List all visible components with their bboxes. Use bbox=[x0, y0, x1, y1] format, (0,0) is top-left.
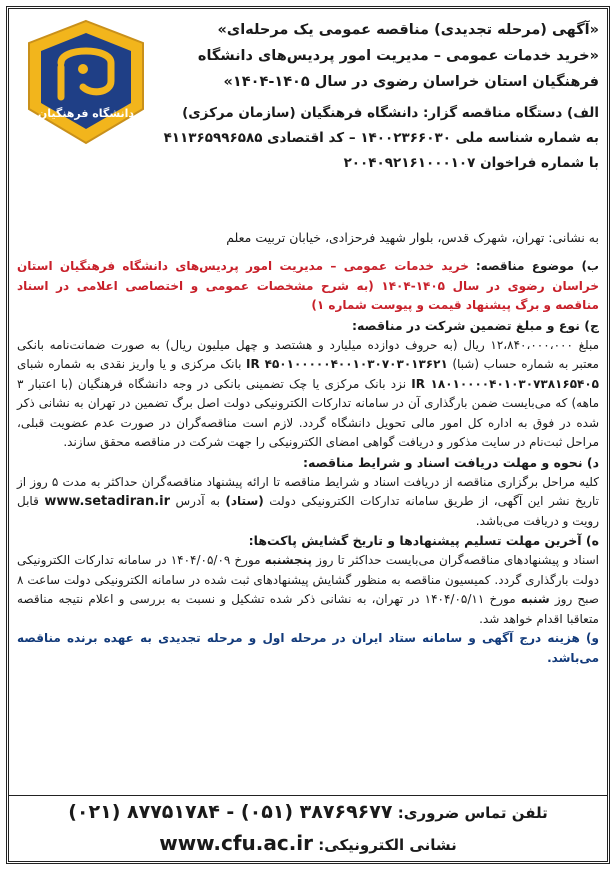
section-e-text-2: مورخ ۱۴۰۴/۰۵/۰۹ در سامانه تدارکات الکترونیکی دولت بارگذاری گردد. کمیسیون مناقصه به منظور گشایش پیشنهادهای ثبت شده در سامانه الکترونیکی دولت ساعت ۸ صبح روز bbox=[17, 553, 599, 606]
section-e bbox=[17, 551, 599, 629]
section-c bbox=[17, 336, 599, 453]
phone-label: تلفن تماس ضروری: bbox=[397, 804, 548, 822]
notice-frame bbox=[6, 6, 610, 864]
org-line-3: با شماره فراخوان ۲۰۰۴۰۹۲۱۶۱۰۰۰۱۰۷ bbox=[343, 155, 599, 171]
section-b bbox=[17, 257, 599, 316]
section-e-text-3: مورخ ۱۴۰۴/۰۵/۱۱ در تهران، به نشانی ذکر شده تشکیل و نسبت به بررسی و اعلام نتیجه مناقصه متعاقبا اقدام خواهد شد. bbox=[17, 592, 599, 626]
section-c-text-3: نزد بانک مرکزی یا چک تضمینی بانکی در وجه دانشگاه فرهنگیان (با اعتبار ۳ ماهه) که می‌بایست ضمن بارگذاری آن در سامانه تدارکات الکترونیکی دولت اصل برگ تضمین در تهران به نشانی ذکر شده در فوق به اداره کل امور مالی تحویل دانشگاه گردد. لازم است مناقصه‌گران در صورت عدم عضویت قبلی، مراحل ثبت‌نام در سایت مذکور و دریافت گواهی امضای الکترونیکی را جهت شرکت در مناقصه محقق سازند. bbox=[17, 376, 599, 449]
section-d-title: د) نحوه و مهلت دریافت اسناد و شرایط مناقصه: bbox=[303, 454, 599, 470]
footer bbox=[9, 797, 607, 861]
section-b-text: خرید خدمات عمومی – مدیریت امور پردیس‌های دانشگاه فرهنگیان استان خراسان رضوی در سال ۱۴۰۵-۱۴۰۴ (به شرح مشخصات عمومی و اختصاصی اعلامی در اسناد مناقصه و برگ پیشنهاد قیمت و پیوست شماره ۱) bbox=[17, 259, 600, 312]
org-line-2: به شماره شناسه ملی ۱۴۰۰۲۳۶۶۰۳۰ – کد اقتصادی ۴۱۱۳۶۵۹۹۶۵۸۵ bbox=[163, 130, 599, 146]
section-d-text-1: کلیه مراحل برگزاری مناقصه از دریافت اسناد و شرایط مناقصه تا ارائه پیشنهاد مناقصه‌گران حداکثر به مدت ۵ روز از تاریخ نشر این آگهی، از طریق سامانه تدارکات الکترونیکی دولت bbox=[17, 474, 600, 508]
section-f: و) هزینه درج آگهی و سامانه ستاد ایران در مرحله اول و مرحله تجدیدی به عهده برنده مناقصه می‌باشد. bbox=[17, 631, 599, 665]
setad-label: (ستاد) bbox=[225, 494, 264, 508]
notice-body bbox=[9, 257, 607, 668]
section-c-title: ج) نوع و مبلغ تضمین شرکت در مناقصه: bbox=[351, 317, 599, 333]
section-c-text-1: مبلغ ۱۲،۸۴۰،۰۰۰،۰۰۰ ریال (به حروف دوازده میلیارد و هشتصد و چهل میلیون ریال) به صورت ضمانت‌نامه بانکی معتبر به شماره حساب (شبا) bbox=[17, 337, 599, 371]
iban-1: IR ۴۵۰۱۰۰۰۰۰۴۰۰۱۰۳۰۷۰۳۰۱۳۶۲۱ bbox=[246, 357, 448, 371]
logo-caption: دانشگاه فرهنگیان bbox=[37, 107, 135, 120]
website-label: نشانی الکترونیکی: bbox=[318, 836, 457, 854]
section-d-text-2: به آدرس bbox=[170, 494, 226, 508]
header-text bbox=[159, 17, 599, 176]
title-line-3: فرهنگیان استان خراسان رضوی در سال ۱۴۰۵-۱۴۰۴» bbox=[223, 74, 599, 90]
header bbox=[9, 9, 607, 257]
website-link[interactable]: www.cfu.ac.ir bbox=[159, 831, 314, 855]
setad-url-link[interactable]: www.setadiran.ir bbox=[44, 494, 171, 509]
footer-divider bbox=[9, 795, 607, 796]
section-e-text-1: اسناد و پیشنهادهای مناقصه‌گران می‌بایست حداکثر تا روز bbox=[312, 553, 600, 567]
address: به نشانی: تهران، شهرک قدس، بلوار شهید فرحزادی، خیابان تربیت معلم bbox=[226, 230, 599, 245]
website-line bbox=[25, 831, 591, 855]
deadline-day: پنجشنبه bbox=[264, 553, 313, 567]
section-d bbox=[17, 473, 599, 532]
iban-2: IR ۱۸۰۱۰۰۰۰۴۰۱۰۳۰۷۳۸۱۶۵۴۰۵ bbox=[411, 376, 599, 391]
university-logo bbox=[21, 17, 151, 147]
title-line-2: «خرید خدمات عمومی – مدیریت امور پردیس‌های دانشگاه bbox=[197, 48, 599, 64]
opening-day: شنبه bbox=[520, 592, 550, 606]
title-line-1: «آگهی (مرحله تجدیدی) مناقصه عمومی یک مرحله‌ای» bbox=[217, 22, 599, 38]
org-line-1: الف) دستگاه مناقصه گزار: دانشگاه فرهنگیان (سازمان مرکزی) bbox=[182, 105, 599, 121]
phone-line bbox=[25, 801, 591, 823]
section-d-text-3: قابل رویت و دریافت می‌باشد. bbox=[17, 494, 599, 528]
section-b-label: ب) موضوع مناقصه: bbox=[475, 259, 599, 273]
section-e-title: ه) آخرین مهلت تسلیم پیشنهادها و تاریخ گشایش پاکت‌ها: bbox=[248, 533, 599, 548]
phone-number[interactable]: (۰۲۱) ۸۷۷۵۱۷۸۴ - (۰۵۱) ۳۸۷۶۹۶۷۷ bbox=[68, 801, 393, 823]
section-c-text-2: بانک مرکزی و یا واریز نقدی به شماره شبای bbox=[17, 357, 247, 371]
